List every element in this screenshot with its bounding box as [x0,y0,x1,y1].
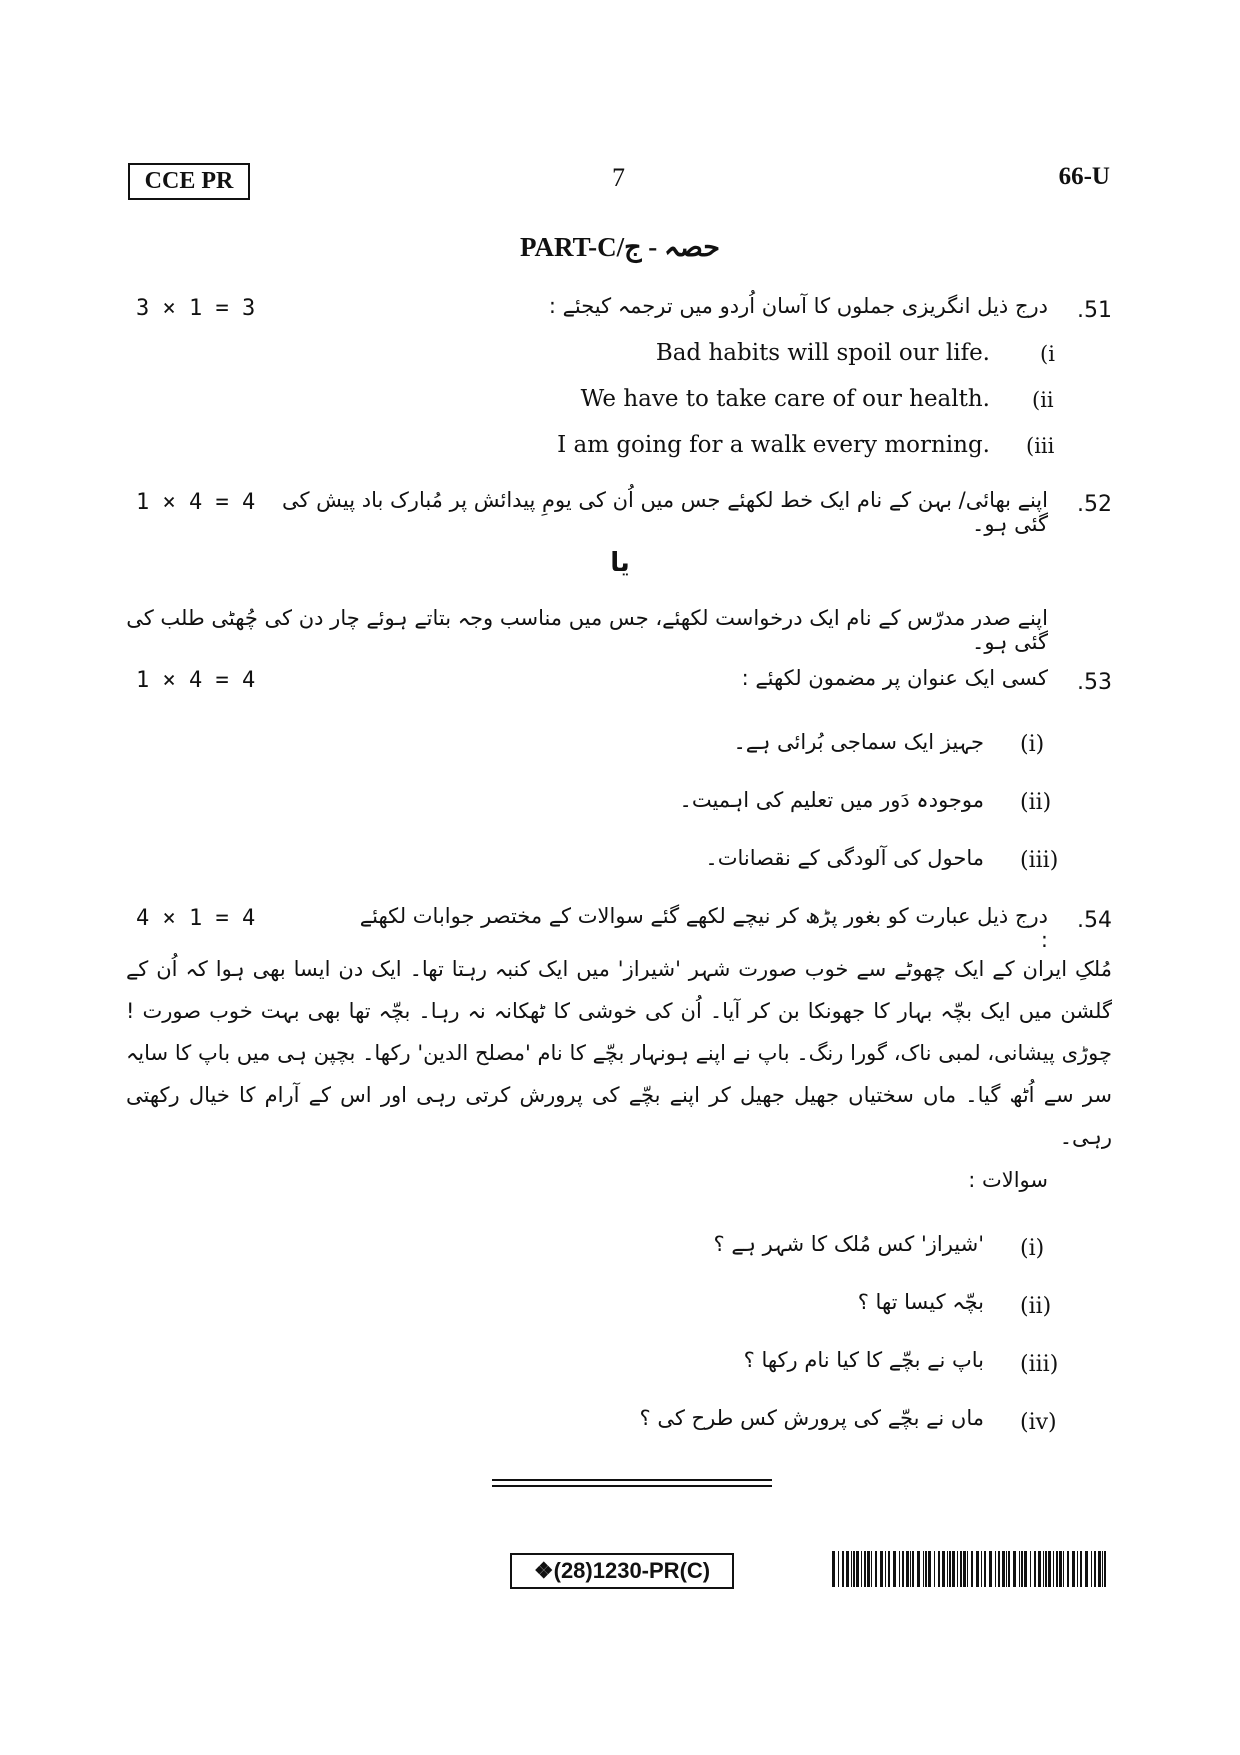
q53-instruction: کسی ایک عنوان پر مضمون لکھئے : [741,666,1048,690]
q54-instruction: درج ذیل عبارت کو بغور پڑھ کر نیچے لکھے گئے سوالات کے مختصر جوابات لکھئے : [359,904,1048,952]
footer-paper-code: ❖(28)1230-PR(C) [510,1553,734,1589]
q54-question-1-label: (i) [1020,1236,1045,1261]
part-title: PART-C/حصہ - ج [520,232,720,262]
end-rule-top [492,1479,772,1481]
paper-code: 66-U [1058,163,1110,190]
q54-question-4-label: (iv) [1020,1410,1057,1435]
q54-question-1-text: 'شیراز' کس مُلک کا شہر ہے ؟ [713,1232,984,1256]
q52-marks: 1 × 4 = 4 [136,490,256,515]
q51-item-1-label: (i [1040,342,1055,366]
barcode [832,1551,1112,1587]
q52-text: اپنے بھائی/ بہن کے نام ایک خط لکھئے جس میں اُن کی یومِ پیدائش پر مُبارک باد پیش کی گئی ہو۔ [281,488,1048,536]
end-rule-bottom [492,1485,772,1487]
q53-item-1-text: جہیز ایک سماجی بُرائی ہے۔ [733,730,984,754]
q51-item-3-label: (iii [1026,434,1055,458]
or-label: یا [610,548,630,578]
q53-item-2-label: (ii) [1020,790,1052,815]
q52-alt-text: اپنے صدر مدرّس کے نام ایک درخواست لکھئے، جس میں مناسب وجہ بتاتے ہوئے چار دن کی چُھٹی طلب کی گئی ہو۔ [126,606,1048,654]
q54-question-2-label: (ii) [1020,1294,1052,1319]
q54-question-3-text: باپ نے بچّے کا کیا نام رکھا ؟ [743,1348,984,1372]
page-number: 7 [612,163,625,192]
q51-instruction: درج ذیل انگریزی جملوں کا آسان اُردو میں ترجمہ کیجئے : [548,294,1048,318]
q51-marks: 3 × 1 = 3 [136,296,256,321]
q51-item-3-text: I am going for a walk every morning. [557,432,990,458]
q53-number: .53 [1077,670,1112,695]
q51-item-2-text: We have to take care of our health. [580,386,990,412]
q53-item-3-label: (iii) [1020,848,1059,873]
q51-item-2-label: (ii [1032,388,1054,412]
q54-marks: 4 × 1 = 4 [136,906,256,931]
q51-number: .51 [1077,298,1112,323]
q54-question-2-text: بچّہ کیسا تھا ؟ [857,1290,984,1314]
q54-passage: مُلکِ ایران کے ایک چھوٹے سے خوب صورت شہر 'شیراز' میں ایک کنبہ رہتا تھا۔ ایک دن ایسا بھی ہوا کہ اُن کے گلشن میں ایک بچّہ بہار کا جھونکا بن کر آیا۔ اُن کی خوشی کا ٹھکانہ نہ رہا۔ بچّہ تھا بھی بہت خوب صورت ! چوڑی پیشانی، لمبی ناک، گورا رنگ۔ باپ نے اپنے ہونہار بچّے کا نام 'مصلح الدین' رکھا۔ بچپن ہی میں باپ کا سایہ سر سے اُٹھ گیا۔ ماں سختیاں جھیل جھیل کر اپنے بچّے کی پرورش کرتی رہی اور اس کے آرام کا خیال رکھتی رہی۔ [126,957,1113,1149]
q54-number: .54 [1077,908,1112,933]
q53-item-2-text: موجودہ دَور میں تعلیم کی اہمیت۔ [679,788,984,812]
q53-marks: 1 × 4 = 4 [136,668,256,693]
q54-question-3-label: (iii) [1020,1352,1059,1377]
questions-label: سوالات : [968,1168,1048,1192]
q54-question-4-text: ماں نے بچّے کی پرورش کس طرح کی ؟ [639,1406,984,1430]
q52-number: .52 [1077,492,1112,517]
q51-item-1-text: Bad habits will spoil our life. [655,340,990,366]
paper-series-code: CCE PR [128,163,250,200]
q53-item-1-label: (i) [1020,732,1045,757]
q53-item-3-text: ماحول کی آلودگی کے نقصانات۔ [705,846,984,870]
